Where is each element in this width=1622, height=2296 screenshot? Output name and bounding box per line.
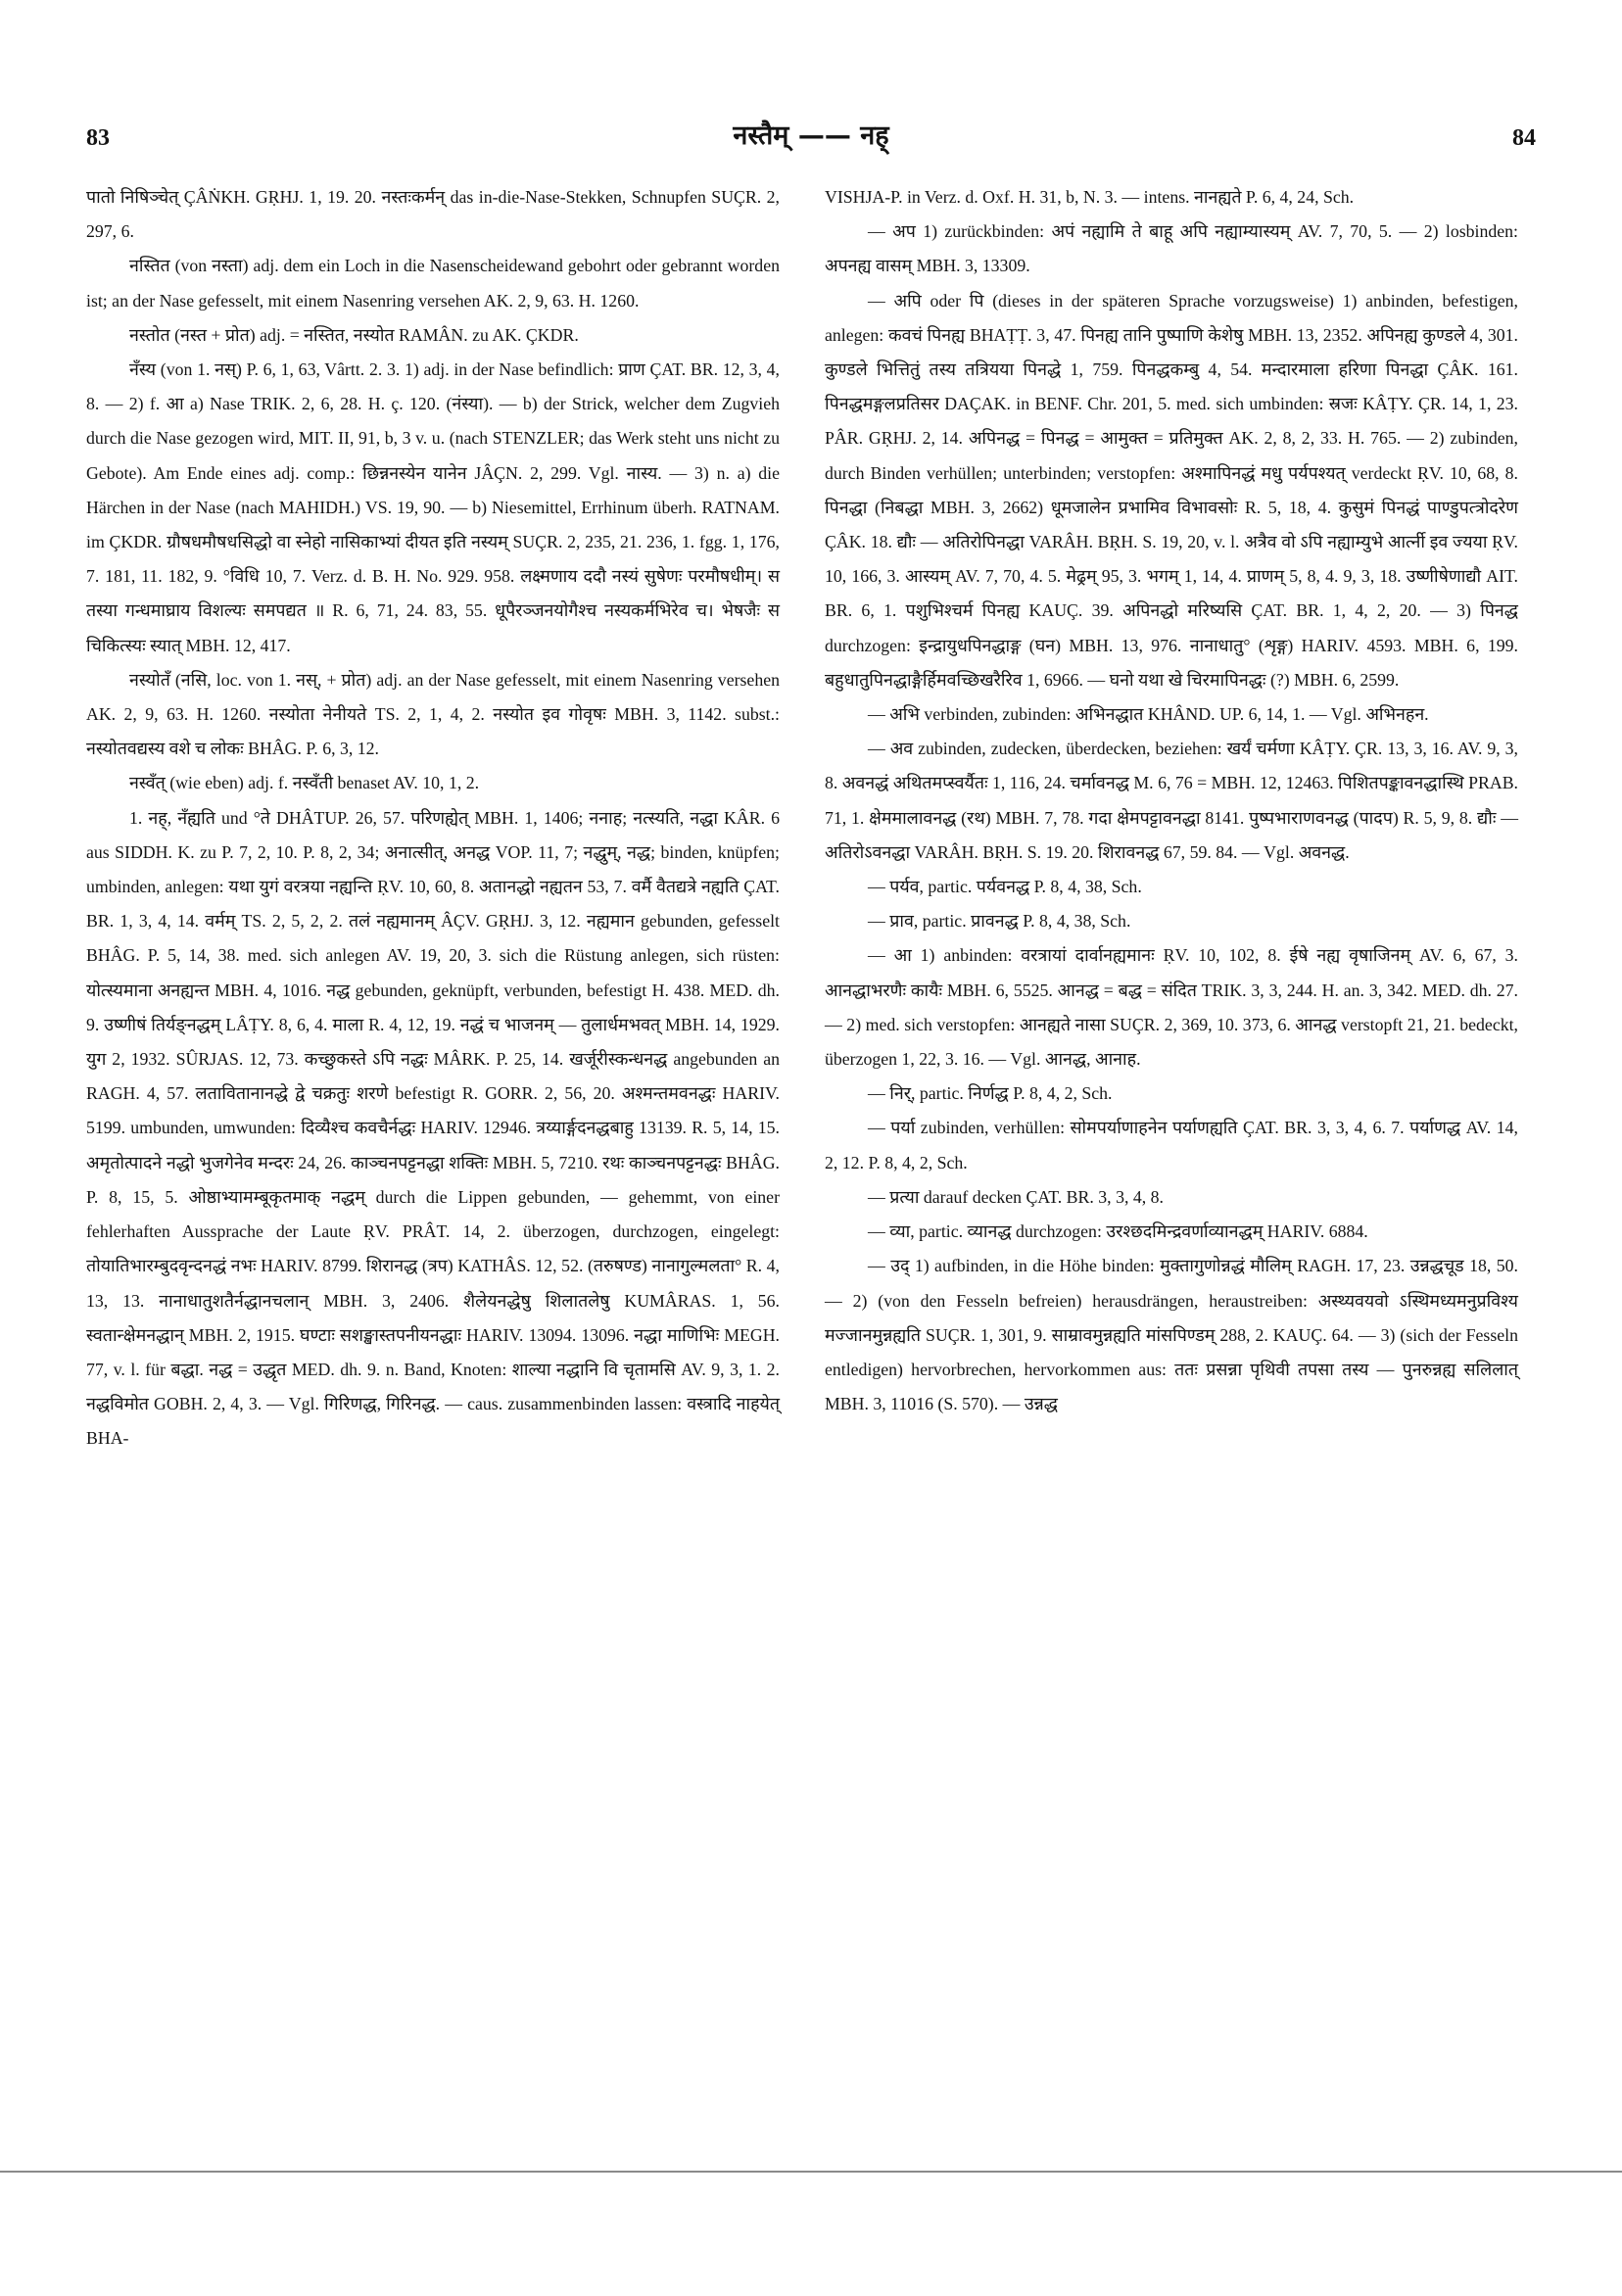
footer-rule bbox=[0, 2171, 1622, 2173]
entry-paragraph: — पर्या zubinden, verhüllen: सोमपर्याणाहनेन पर्याणह्यति ÇAT. BR. 3, 3, 4, 6. 7. पर्याणद्ध AV. 14, 2, 12. P. 8, 4, 2, Sch. bbox=[825, 1118, 1518, 1172]
running-head: नस्तैम् —— नह् bbox=[733, 120, 889, 151]
entry-paragraph: नस्योतँ (नसि, loc. von 1. नस्, + प्रोत) adj. an der Nase gefesselt, mit einem Nasenring versehen AK. 2, 9, 63. H. 1260. नस्योता नेनीयते TS. 2, 1, 4, 2. नस्योत इव गोवृषः MBH. 3, 1142. subst.: नस्योतवद्यस्य वशे च लोकः BHÂG. P. 6, 3, 12. bbox=[86, 669, 780, 759]
entry-paragraph: — प्राव, partic. प्रावनद्ध P. 8, 4, 38, Sch. bbox=[868, 911, 1131, 932]
entry-paragraph: — आ 1) anbinden: वरत्रायां दार्वानह्यमानः ṚV. 10, 102, 8. ईषे नह्य वृषाजिनम् AV. 6, 67, 3. आनद्धाभरणैः कायैः MBH. 6, 5525. आनद्ध = बद्ध = संदित TRIK. 3, 3, 244. H. an. 3, 342. MED. dh. 27. — 2) med. sich verstopfen: आनह्यते नासा SUÇR. 2, 369, 10. 373, 6. आनद्ध verstopft 21, 21. bedeckt, überzogen 1, 22, 3. 16. — Vgl. आनद्ध, आनाह. bbox=[825, 945, 1518, 1070]
left-column bbox=[86, 180, 780, 1457]
entry-paragraph: — अप 1) zurückbinden: अपं नह्यामि ते बाहू अपि नह्याम्यास्यम् AV. 7, 70, 5. — 2) losbinden: अपनह्य वासम् MBH. 3, 13309. bbox=[825, 221, 1518, 276]
page-number-right: 84 bbox=[1512, 125, 1536, 151]
entry-paragraph: VISHJA-P. in Verz. d. Oxf. H. 31, b, N. 3. — intens. नानह्यते P. 6, 4, 24, Sch. bbox=[825, 187, 1355, 207]
entry-paragraph: — अभि verbinden, zubinden: अभिनद्धात KHÂND. UP. 6, 14, 1. — Vgl. अभिनहन. bbox=[868, 704, 1429, 725]
entry-paragraph: — अपि oder पि (dieses in der späteren Sprache vorzugsweise) 1) anbinden, befestigen, anlegen: कवचं पिनह्य BHAṬṬ. 3, 47. पिनह्य तानि पुष्पाणि केशेषु MBH. 13, 2352. अपिनह्य कुण्डले 4, 301. कुण्डले भित्तितुं तस्य तत्रियया पिनद्धे 1, 759. पिनद्धकम्बु 4, 54. मन्दारमाला हरिणा पिनद्धा ÇÂK. 161. पिनद्धमङ्गलप्रतिसर DAÇAK. in BENF. Chr. 201, 5. med. sich umbinden: स्रजः KÂṬY. ÇR. 14, 1, 23. PÂR. GṚHJ. 2, 14. अपिनद्ध = पिनद्ध = आमुक्त = प्रतिमुक्त AK. 2, 8, 2, 33. H. 765. — 2) zubinden, durch Binden verhüllen; unterbinden; verstopfen: अश्मापिनद्धं मधु पर्यपश्यत् verdeckt ṚV. 10, 68, 8. पिनद्धा (निबद्धा MBH. 3, 2662) धूमजालेन प्रभामिव विभावसोः R. 5, 18, 4. कुसुमं पिनद्धं पाण्डुपत्त्रोदरेण ÇÂK. 18. द्यौः — अतिरोपिनद्धा VARÂH. BṚH. S. 19, 20, v. l. अत्रैव वो ऽपि नह्याम्युभे आर्त्नी इव ज्यया ṚV. 10, 166, 3. आस्यम् AV. 7, 70, 4. 5. मेढ्रम् 95, 3. भगम् 1, 14, 4. प्राणम् 5, 8, 4. 9, 3, 18. उष्णीषेणाद्यौ AIT. BR. 6, 1. पशुभिश्चर्म पिनह्य KAUÇ. 39. अपिनद्धो मरिष्यसि ÇAT. BR. 1, 4, 2, 20. — 3) पिनद्ध durchzogen: इन्द्रायुधपिनद्धाङ्ग (घन) MBH. 13, 976. नानाधातु° (शृङ्ग) HARIV. 4593. MBH. 6, 199. बहुधातुपिनद्धाङ्गैर्हिमवच्छिखरैरिव 1, 6966. — घनो यथा खे चिरमापिनद्धः (?) MBH. 6, 2599. bbox=[825, 290, 1518, 690]
page-number-left: 83 bbox=[86, 125, 110, 151]
entry-paragraph: नँस्य (von 1. नस्) P. 6, 1, 63, Vârtt. 2. 3. 1) adj. in der Nase befindlich: प्राण ÇAT. BR. 12, 3, 4, 8. — 2) f. आ a) Nase TRIK. 2, 6, 28. H. ç. 120. (नंस्या). — b) der Strick, welcher dem Zugvieh durch die Nase gezogen wird, MIT. II, 91, b, 3 v. u. (nach STENZLER; das Werk steht uns nicht zu Gebote). Am Ende eines adj. comp.: छिन्ननस्येन यानेन JÂÇN. 2, 299. Vgl. नास्य. — 3) n. a) die Härchen in der Nase (nach MAHIDH.) VS. 19, 90. — b) Niesemittel, Errhinum überh. RATNAM. im ÇKDR. ग्रौषधमौषधसिद्धो वा स्नेहो नासिकाभ्यां दीयत इति नस्यम् SUÇR. 2, 235, 21. 236, 1. fgg. 1, 176, 7. 181, 11. 182, 9. °विधि 10, 7. Verz. d. B. H. No. 929. 958. लक्ष्मणाय ददौ नस्यं सुषेणः परमौषधीम्। स तस्या गन्धमाघ्राय विशल्यः समपद्यत ॥ R. 6, 71, 24. 83, 55. धूपैरञ्जनयोगैश्च नस्यकर्मभिरेव च। भेषजैः स चिकित्स्यः स्यात् MBH. 12, 417. bbox=[86, 359, 780, 655]
entry-paragraph: पातो निषिञ्चेत् ÇÂṄKH. GṚHJ. 1, 19. 20. नस्तःकर्मन् das in-die-Nase-Stekken, Schnupfen SUÇR. 2, 297, 6. bbox=[86, 187, 780, 242]
entry-paragraph: — पर्यव, partic. पर्यवनद्ध P. 8, 4, 38, Sch. bbox=[868, 877, 1142, 897]
entry-paragraph: — व्या, partic. व्यानद्ध durchzogen: उरश्छदमिन्द्रवर्णाव्यानद्धम् HARIV. 6884. bbox=[868, 1221, 1368, 1242]
right-column bbox=[825, 180, 1518, 1421]
entry-paragraph: — अव zubinden, zudecken, überdecken, beziehen: खर्यं चर्मणा KÂṬY. ÇR. 13, 3, 16. AV. 9, 3, 8. अवनद्धं अथितमप्स्वर्यैतः 1, 116, 24. चर्मावनद्ध M. 6, 76 = MBH. 12, 12463. पिशितपङ्कावनद्धास्थि PRAB. 71, 1. क्षेममालावनद्ध (रथ) MBH. 7, 78. गदा क्षेमपट्टावनद्धा 8141. पुष्पभाराणवनद्ध (पादप) R. 5, 9, 8. द्यौः — अतिरोऽवनद्धा VARÂH. BṚH. S. 19. 20. शिरावनद्ध 67, 59. 84. — Vgl. अवनद्ध. bbox=[825, 739, 1518, 862]
entry-paragraph: — प्रत्या darauf decken ÇAT. BR. 3, 3, 4, 8. bbox=[868, 1186, 1164, 1207]
entry-paragraph: 1. नह्, नँह्यति und °ते DHÂTUP. 26, 57. परिणह्येत् MBH. 1, 1406; ननाह; नत्स्यति, नद्धा KÂR. 6 aus SIDDH. K. zu P. 7, 2, 10. P. 8, 2, 34; अनात्सीत्, अनद्ध VOP. 11, 7; नद्धुम्, नद्ध; binden, knüpfen; umbinden, anlegen: यथा युगं वरत्रया नह्यन्ति ṚV. 10, 60, 8. अतानद्धो नह्यतन 53, 7. वर्मै वैतद्यत्रे नह्यति ÇAT. BR. 1, 3, 4, 14. वर्मम् TS. 2, 5, 2, 2. तलं नह्यमानम् ÂÇV. GṚHJ. 3, 12. नह्यमान gebunden, gefesselt BHÂG. P. 5, 14, 38. med. sich anlegen AV. 19, 20, 3. sich die Rüstung anlegen, sich rüsten: योत्स्यमाना अनह्यन्त MBH. 4, 1016. नद्ध gebunden, geknüpft, verbunden, befestigt H. 438. MED. dh. 9. उष्णीषं तिर्यङ्नद्धम् LÂṬY. 8, 6, 4. माला R. 4, 12, 19. नद्धं च भाजनम् — तुलार्धमभवत् MBH. 14, 1929. युग 2, 1932. SÛRJAS. 12, 73. कच्छुकस्ते ऽपि नद्धः MÂRK. P. 25, 14. खर्जूरीस्कन्धनद्ध angebunden an RAGH. 4, 57. लतावितानानद्धे द्वे चक्रतुः शरणे befestigt R. GORR. 2, 56, 20. अश्मन्तमवनद्धः HARIV. 5199. umbunden, umwunden: दिव्यैश्च कवचैर्नद्धः HARIV. 12946. त्रय्यार्ङ्गदनद्धबाहु 13139. R. 5, 14, 15. अमृतोत्पादने नद्धो भुजगेनेव मन्दरः 24, 26. काञ्चनपट्टनद्धा शक्तिः MBH. 5, 7210. रथः काञ्चनपट्टनद्धः BHÂG. P. 8, 15, 5. ओष्ठाभ्यामम्बूकृतमाक् नद्धम् durch die Lippen gebunden, — gehemmt, von einer fehlerhaften Aussprache der Laute ṚV. PRÂT. 14, 2. überzogen, durchzogen, eingelegt: तोयातिभारम्बुदवृन्दनद्धं नभः HARIV. 8799. शिरानद्ध (त्रप) KATHÂS. 12, 52. (तरुषण्ड) नानागुल्मलता° R. 4, 13, 13. नानाधातुशतैर्नद्धानचलान् MBH. 3, 2406. शैलेयनद्धेषु शिलातलेषु KUMÂRAS. 1, 56. स्वतान्क्षेमनद्धान् MBH. 2, 1915. घण्टाः सशङ्खास्तपनीयनद्धाः HARIV. 13094. 13096. नद्धा माणिभिः MEGH. 77, v. l. für बद्धा. नद्ध = उद्धृत MED. dh. 9. n. Band, Knoten: शाल्या नद्धानि वि चृतामसि AV. 9, 3, 1. 2. नद्धविमोत GOBH. 2, 4, 3. — Vgl. गिरिणद्ध, गिरिनद्ध. — caus. zusammenbinden lassen: वस्त्रादि नाहयेत् BHA- bbox=[86, 807, 780, 1449]
entry-paragraph: — निर्, partic. निर्णद्ध P. 8, 4, 2, Sch. bbox=[868, 1083, 1113, 1104]
entry-paragraph: नस्तोत (नस्त + प्रोत) adj. = नस्तित, नस्योत RAMÂN. zu AK. ÇKDR. bbox=[129, 324, 579, 345]
entry-paragraph: नस्वँत् (wie eben) adj. f. नस्वँती benaset AV. 10, 1, 2. bbox=[129, 773, 480, 793]
entry-paragraph: नस्तित (von नस्ता) adj. dem ein Loch in die Nasenscheidewand gebohrt oder gebrannt worden ist; an der Nase gefesselt, mit einem Nasenring versehen AK. 2, 9, 63. H. 1260. bbox=[86, 256, 780, 311]
entry-paragraph: — उद् 1) aufbinden, in die Höhe binden: मुक्तागुणोन्नद्धं मौलिम् RAGH. 17, 23. उन्नद्धचूड 18, 50. — 2) (von den Fesseln befreien) herausdrängen, heraustreiben: अस्थ्यवयवो ऽस्थिमध्यमनुप्रविश्य मज्जानमुन्नह्यति SUÇR. 1, 301, 9. साम्रावमुन्नह्यति मांसपिण्डम् 288, 2. KAUÇ. 64. — 3) (sich der Fesseln entledigen) hervorbrechen, hervorkommen aus: ततः प्रसन्ना पृथिवी तपसा तस्य — पुनरुन्नह्य सलिलात् MBH. 3, 11016 (S. 570). — उन्नद्ध bbox=[825, 1256, 1518, 1414]
